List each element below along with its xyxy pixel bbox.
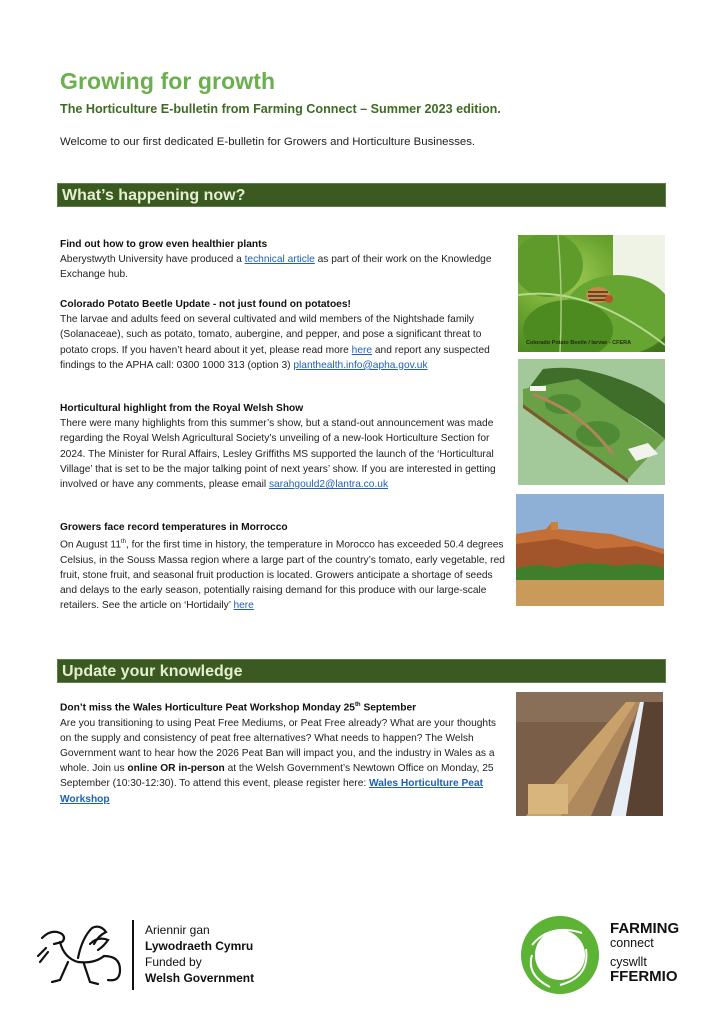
green-swirl-logo-icon [520,915,600,995]
article-text: On August 11 [60,539,121,551]
article-healthier-plants [60,237,510,283]
title-part: September [360,702,417,714]
funded-by-line: Funded by [145,955,202,969]
article-peat-workshop [60,698,510,807]
lantra-email-link[interactable]: sarahgould2@lantra.co.uk [268,479,389,491]
emphasis-text: online OR in-person [127,763,225,775]
logo-divider [132,920,134,990]
article-morocco-temperatures [60,520,510,614]
moroccan-kasbah-photo [516,494,664,606]
welsh-gov-english-name: Welsh Government [145,971,255,985]
ordinal-suffix: th [354,702,361,708]
article-colorado-beetle [60,297,510,373]
farming-word: FARMING [610,920,680,937]
article-title: Find out how to grow even healthier plants [60,239,268,250]
cyswllt-word: cyswllt [610,954,647,969]
article-text: at the Welsh Government’s Newtown Office on Monday, 25 September (10:30-12:30). To attend this event, please register here: [60,763,494,790]
article-text: Are you transitioning to using Peat Free Mediums, or Peat Free already? What are your thoughts on the supply and consistency of peat free alternatives? What needs to happen? The Welsh Government want to hear how the 2026 Peat Ban will impact you, and the industry in Wales as a whole. Join us [60,717,497,775]
farming-connect-logo-text [610,921,679,984]
welsh-gov-welsh-name: Lywodraeth Cymru [145,939,254,953]
page-subtitle: The Horticulture E-bulletin from Farming Connect – Summer 2023 edition. [60,102,501,116]
connect-word: connect [610,936,654,950]
title-part: Don’t miss the Wales Horticulture Peat Workshop Monday 25 [60,702,355,714]
ffermio-word: FFERMIO [610,968,678,985]
article-text: as part of their work on the Knowledge Exchange hub. [60,254,492,281]
article-text: There were many highlights from this summer’s show, but a stand-out announcement was made regarding the Royal Welsh Agricultural Society’s unveiling of a new-look Horticulture Section for 2024. The Minister for Rural Affairs, Lesley Griffiths MS supported the launch of the ‘Horticultural Village’ that is set to be the major talking point of next years’ show. If you are interested in getting involved or have any comments, please email [60,418,496,491]
article-text: The larvae and adults feed on several cultivated and wild members of the Nightshade family (Solanaceae), such as potato, tomato, aubergine, and pepper, and pose a significant threat to potato crops. If you haven’t heard about it yet, please read more [60,314,482,356]
horticultural-village-render [518,359,665,485]
funded-welsh-line: Ariennir gan [145,923,210,937]
technical-article-link[interactable]: technical article [244,254,315,266]
peat-field-icon [516,692,663,816]
article-title [60,698,510,716]
apha-email-link[interactable]: planthealth.info@apha.gov.uk [293,359,428,371]
article-text: and report any suspected findings to the APHA call: 0300 1000 313 (option 3) [60,344,490,371]
welsh-dragon-icon [34,918,132,990]
welcome-text: Welcome to our first dedicated E-bulletin for Growers and Horticulture Businesses. [60,136,476,148]
article-royal-welsh-show [60,401,510,492]
ordinal-suffix: th [120,539,126,546]
article-text: Aberystwyth University have produced a [60,254,245,266]
read-more-here-link[interactable]: here [351,344,373,356]
welsh-government-logo-text [145,922,254,986]
peat-workshop-register-link[interactable]: Wales Horticulture Peat Workshop [60,778,484,805]
welsh-dragon-icon [34,918,132,990]
peat-bog-photo [516,692,663,816]
kasbah-landscape-icon [516,494,664,606]
hortidaily-here-link[interactable]: here [233,600,254,612]
village-plan-icon [518,359,665,485]
article-title: Horticultural highlight from the Royal Welsh Show [60,403,304,414]
article-title: Colorado Potato Beetle Update - not just found on potatoes! [60,299,351,310]
article-title: Growers face record temperatures in Morrocco [60,522,288,533]
section-heading-update-knowledge: Update your knowledge [57,659,666,683]
article-text: , for the first time in history, the temperature in Morocco has exceeded 50.4 degrees Celsius, in the Souss Massa region where a large part of the country’s tomato, early vegetable, red fruit, stone fruit, and seasonal fruit production is located. Growers anticipate a shortage of seeds and delays to the early season, potentially raising demand for this produce with our large-scale retailers. See the article on ‘Hortidaily’ [60,539,505,612]
image-caption: Colorado Potato Beetle / larvae - CFERA [526,340,632,346]
beetle-on-leaf-photo [518,235,665,352]
section-heading-whats-happening: What’s happening now? [57,183,666,207]
green-swirl-logo-icon [520,915,600,995]
leaf-illustration-icon [518,235,665,352]
page-title: Growing for growth [60,68,276,94]
